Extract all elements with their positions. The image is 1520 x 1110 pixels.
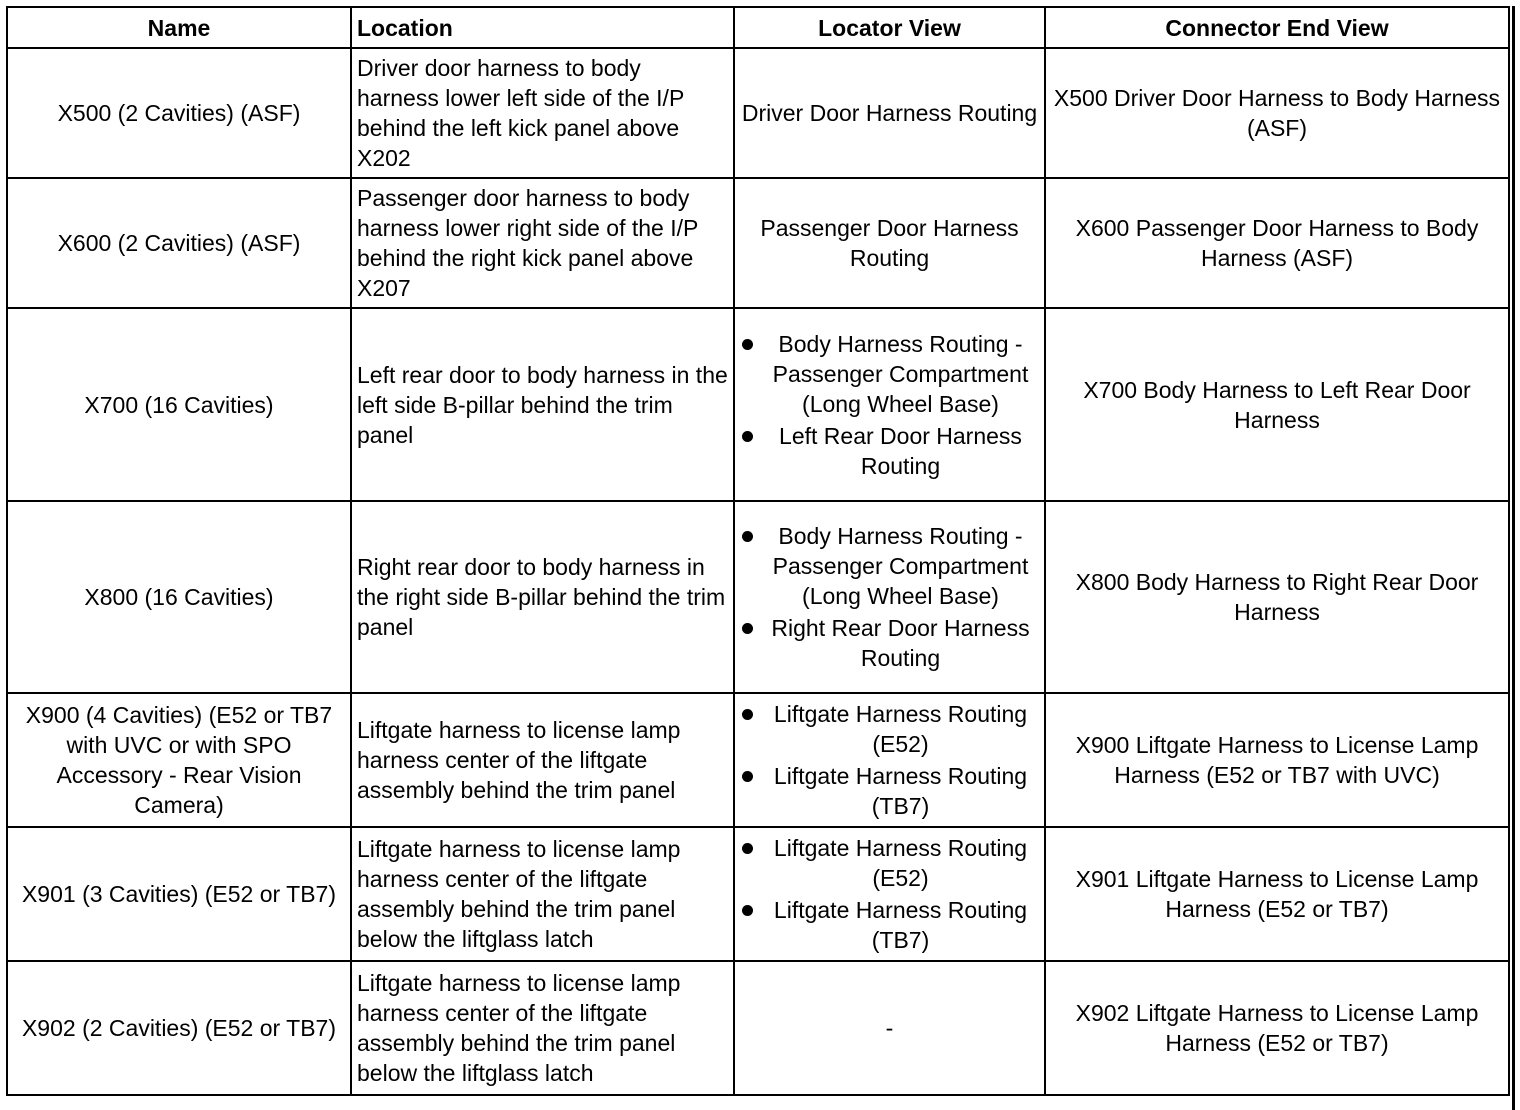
- locator-view-list: [740, 329, 1039, 481]
- header-name: Name: [7, 7, 351, 48]
- connector-end-view-link[interactable]: X902 Liftgate Harness to License Lamp Harness (E52 or TB7): [1045, 961, 1509, 1095]
- connector-name: X902 (2 Cavities) (E52 or TB7): [7, 961, 351, 1095]
- locator-view-list: [740, 833, 1039, 955]
- table-row: [7, 178, 1509, 308]
- table-row: [7, 693, 1509, 827]
- locator-view-link[interactable]: Liftgate Harness Routing (E52): [740, 699, 1039, 759]
- table-row: [7, 501, 1509, 693]
- locator-view-cell: [734, 501, 1045, 693]
- connector-end-view-link[interactable]: X901 Liftgate Harness to License Lamp Harness (E52 or TB7): [1045, 827, 1509, 961]
- connector-end-view-link[interactable]: X700 Body Harness to Left Rear Door Harness: [1045, 308, 1509, 501]
- locator-view-link[interactable]: Liftgate Harness Routing (TB7): [740, 895, 1039, 955]
- connector-name: X500 (2 Cavities) (ASF): [7, 48, 351, 178]
- connector-location: Liftgate harness to license lamp harness center of the liftgate assembly behind the trim panel: [351, 693, 734, 827]
- locator-view-list: [740, 699, 1039, 821]
- connector-location: Right rear door to body harness in the right side B-pillar behind the trim panel: [351, 501, 734, 693]
- locator-view-link[interactable]: Driver Door Harness Routing: [734, 48, 1045, 178]
- connector-location: Passenger door harness to body harness lower right side of the I/P behind the right kick panel above X207: [351, 178, 734, 308]
- locator-view-cell: [734, 308, 1045, 501]
- header-locator-view: Locator View: [734, 7, 1045, 48]
- right-border-rule: [1512, 6, 1515, 1110]
- locator-view-cell: [734, 693, 1045, 827]
- connector-name: X600 (2 Cavities) (ASF): [7, 178, 351, 308]
- connector-location: Left rear door to body harness in the left side B-pillar behind the trim panel: [351, 308, 734, 501]
- header-location: Location: [351, 7, 734, 48]
- connector-end-view-link[interactable]: X800 Body Harness to Right Rear Door Harness: [1045, 501, 1509, 693]
- locator-view-link[interactable]: Liftgate Harness Routing (TB7): [740, 761, 1039, 821]
- table-row: [7, 827, 1509, 961]
- connector-end-view-link[interactable]: X600 Passenger Door Harness to Body Harness (ASF): [1045, 178, 1509, 308]
- locator-view-link[interactable]: Liftgate Harness Routing (E52): [740, 833, 1039, 893]
- table-row: [7, 308, 1509, 501]
- locator-view-cell: [734, 827, 1045, 961]
- connector-location: Driver door harness to body harness lower left side of the I/P behind the left kick panel above X202: [351, 48, 734, 178]
- connector-location: Liftgate harness to license lamp harness center of the liftgate assembly behind the trim panel below the liftglass latch: [351, 961, 734, 1095]
- connector-name: X901 (3 Cavities) (E52 or TB7): [7, 827, 351, 961]
- table-row: [7, 48, 1509, 178]
- connector-table: [6, 6, 1510, 1096]
- locator-view-list: [740, 521, 1039, 673]
- connector-name: X700 (16 Cavities): [7, 308, 351, 501]
- connector-name: X800 (16 Cavities): [7, 501, 351, 693]
- locator-view-empty: -: [734, 961, 1045, 1095]
- connector-location: Liftgate harness to license lamp harness center of the liftgate assembly behind the trim panel below the liftglass latch: [351, 827, 734, 961]
- locator-view-link[interactable]: Right Rear Door Harness Routing: [740, 613, 1039, 673]
- connector-end-view-link[interactable]: X900 Liftgate Harness to License Lamp Harness (E52 or TB7 with UVC): [1045, 693, 1509, 827]
- locator-view-link[interactable]: Left Rear Door Harness Routing: [740, 421, 1039, 481]
- table-row: [7, 961, 1509, 1095]
- connector-end-view-link[interactable]: X500 Driver Door Harness to Body Harness (ASF): [1045, 48, 1509, 178]
- locator-view-link[interactable]: Body Harness Routing - Passenger Compartment (Long Wheel Base): [740, 329, 1039, 419]
- header-connector-end-view: Connector End View: [1045, 7, 1509, 48]
- locator-view-link[interactable]: Body Harness Routing - Passenger Compartment (Long Wheel Base): [740, 521, 1039, 611]
- locator-view-link[interactable]: Passenger Door Harness Routing: [734, 178, 1045, 308]
- header-row: [7, 7, 1509, 48]
- connector-name: X900 (4 Cavities) (E52 or TB7 with UVC or with SPO Accessory - Rear Vision Camera): [7, 693, 351, 827]
